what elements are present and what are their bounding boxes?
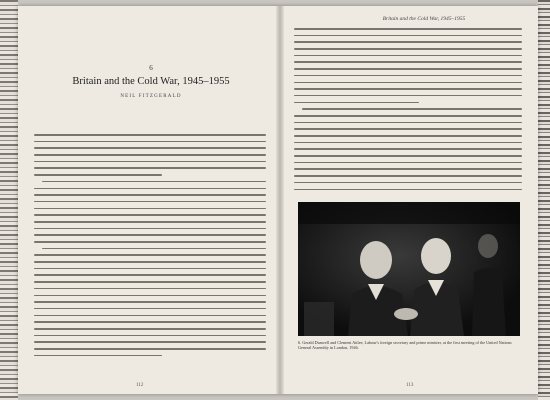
figure-caption: 6. Gerald Dunwell and Clement Attlee, Labour's foreign secretary and prime minister, at the first meeting of the United Nations General Assembly in London, 1946. xyxy=(298,340,512,351)
text-line xyxy=(34,301,266,303)
text-line xyxy=(294,102,419,104)
running-head: Britain and the Cold War, 1945–1955 xyxy=(382,16,466,22)
text-line xyxy=(34,348,266,350)
page-number-right: 113 xyxy=(406,383,414,388)
text-line xyxy=(34,254,266,256)
left-page xyxy=(28,6,274,394)
text-line xyxy=(34,208,266,210)
text-line xyxy=(294,115,522,117)
text-line xyxy=(294,35,522,37)
text-line xyxy=(34,328,266,330)
text-line xyxy=(294,189,522,191)
text-line xyxy=(34,214,266,216)
page-edge-left xyxy=(0,0,18,400)
text-line xyxy=(294,128,522,130)
text-line xyxy=(34,228,266,230)
text-line xyxy=(34,281,266,283)
text-line xyxy=(294,135,522,137)
text-line xyxy=(34,221,266,223)
text-line xyxy=(34,241,266,243)
text-line xyxy=(34,147,266,149)
book-gutter xyxy=(276,6,284,394)
text-line xyxy=(34,174,162,176)
chapter-title: Britain and the Cold War, 1945–1955 xyxy=(72,76,230,87)
text-line xyxy=(294,168,522,170)
text-line xyxy=(294,175,522,177)
body-text-left xyxy=(34,134,266,361)
text-line xyxy=(294,182,522,184)
chapter-number: 6 xyxy=(149,64,153,72)
text-line xyxy=(34,154,266,156)
text-line xyxy=(42,248,266,250)
text-line xyxy=(34,295,266,297)
text-line xyxy=(294,61,522,63)
text-line xyxy=(34,134,266,136)
text-line xyxy=(34,355,162,357)
text-line xyxy=(294,48,522,50)
text-line xyxy=(294,142,522,144)
text-line xyxy=(34,201,266,203)
historical-photograph xyxy=(298,202,520,336)
text-line xyxy=(34,274,266,276)
body-text-right xyxy=(294,28,522,195)
page-number-left: 112 xyxy=(136,383,144,388)
text-line xyxy=(34,315,266,317)
text-line xyxy=(34,141,266,143)
text-line xyxy=(302,108,522,110)
text-line xyxy=(294,95,522,97)
text-line xyxy=(294,162,522,164)
text-line xyxy=(294,155,522,157)
text-line xyxy=(34,161,266,163)
text-line xyxy=(34,234,266,236)
chapter-author: NEIL FITZGERALD xyxy=(120,94,182,99)
text-line xyxy=(294,82,522,84)
right-page xyxy=(288,6,530,394)
text-line xyxy=(34,308,266,310)
text-line xyxy=(294,88,522,90)
text-line xyxy=(294,122,522,124)
text-line xyxy=(294,28,522,30)
text-line xyxy=(42,181,266,183)
photograph-image xyxy=(298,202,520,336)
text-line xyxy=(34,194,266,196)
text-line xyxy=(294,75,522,77)
text-line xyxy=(34,321,266,323)
text-line xyxy=(34,335,266,337)
text-line xyxy=(294,41,522,43)
text-line xyxy=(34,341,266,343)
text-line xyxy=(294,55,522,57)
text-line xyxy=(34,288,266,290)
text-line xyxy=(34,167,266,169)
text-line xyxy=(294,68,522,70)
text-line xyxy=(34,268,266,270)
page-edge-right xyxy=(538,0,550,400)
text-line xyxy=(34,188,266,190)
text-line xyxy=(294,148,522,150)
text-line xyxy=(34,261,266,263)
